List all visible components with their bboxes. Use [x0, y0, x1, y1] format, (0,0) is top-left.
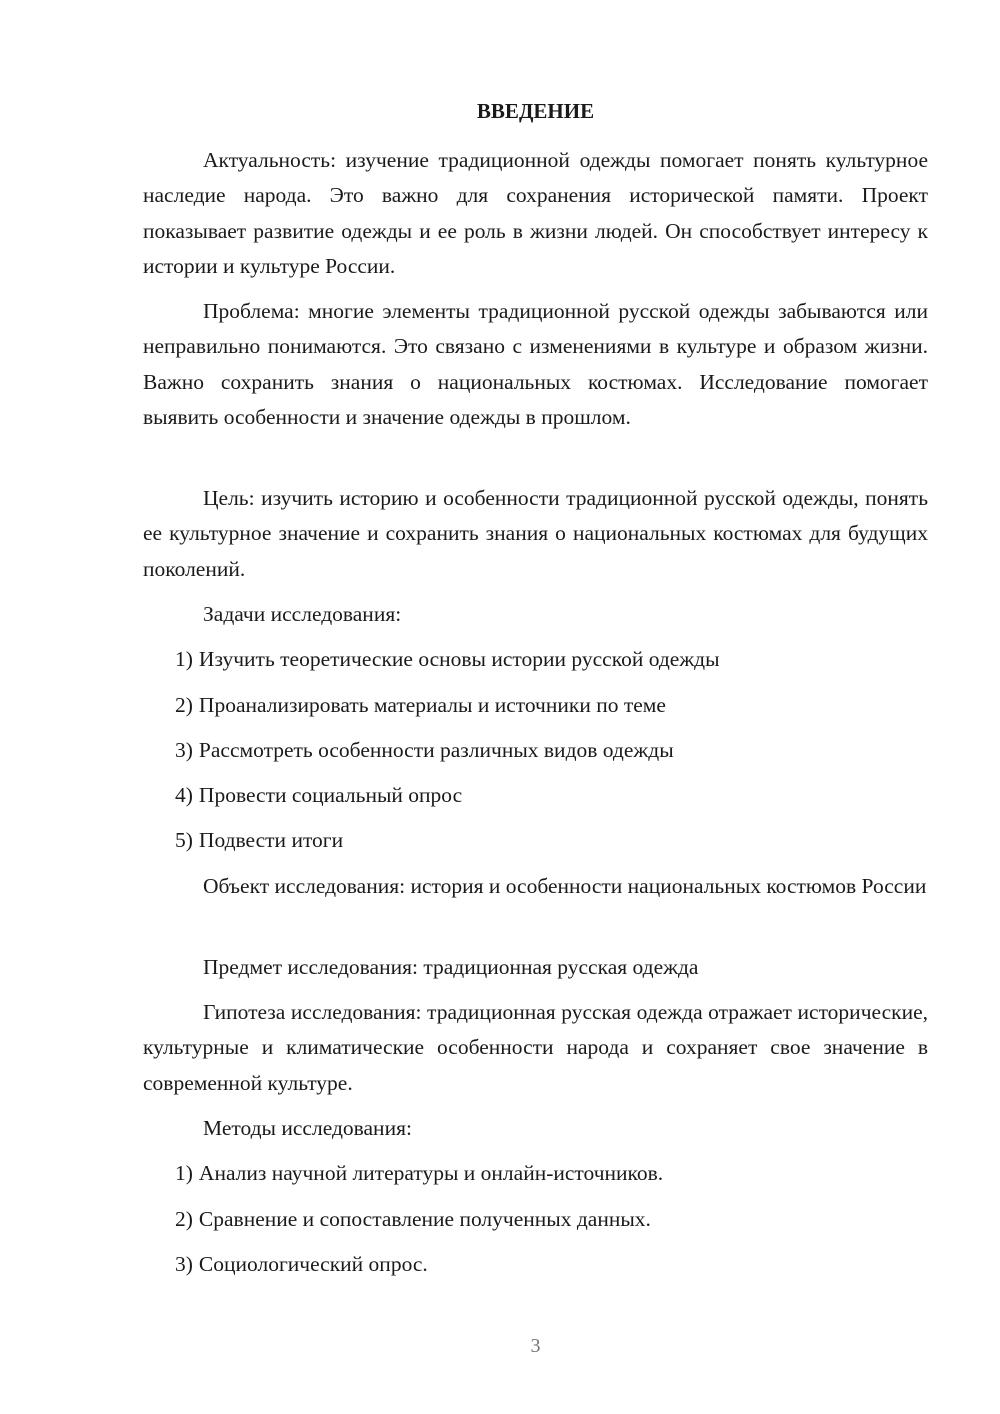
- list-item: [175, 733, 928, 768]
- list-item-number: 1): [175, 1161, 193, 1185]
- list-item-number: 1): [175, 647, 193, 671]
- list-item: [175, 1247, 928, 1282]
- relevance-paragraph: Актуальность: изучение традиционной одежды помогает понять культурное наследие народа. Это важно для сохранения исторической памяти. Проект показывает развитие одежды и ее роль в жизни людей. Он способствует интересу к истории и культуре России.: [143, 148, 928, 278]
- hypothesis-paragraph: Гипотеза исследования: традиционная русская одежда отражает исторические, культурные и климатические особенности народа и сохраняет свое значение в современной культуре.: [143, 1000, 928, 1095]
- list-item-number: 2): [175, 1207, 193, 1231]
- object-paragraph: Объект исследования: история и особенности национальных костюмов России: [203, 874, 927, 898]
- list-item: [175, 642, 928, 677]
- list-item: [175, 688, 928, 723]
- goal-paragraph: Цель: изучить историю и особенности традиционной русской одежды, понять ее культурное значение и сохранить знания о национальных костюмах для будущих поколений.: [143, 486, 928, 581]
- subject-paragraph: Предмет исследования: традиционная русская одежда: [203, 955, 699, 979]
- list-item-number: 4): [175, 783, 193, 807]
- list-item: [175, 823, 928, 858]
- list-item: [175, 1202, 928, 1237]
- list-item-number: 2): [175, 693, 193, 717]
- list-item-text: Анализ научной литературы и онлайн-источников.: [198, 1161, 664, 1185]
- list-item-number: 3): [175, 738, 193, 762]
- methods-heading: Методы исследования:: [203, 1116, 412, 1140]
- list-item: [175, 1156, 928, 1191]
- list-item: [175, 778, 928, 813]
- list-item-text: Изучить теоретические основы истории русской одежды: [198, 647, 720, 671]
- tasks-heading: Задачи исследования:: [203, 602, 402, 626]
- page-number: 3: [530, 1335, 541, 1357]
- list-item-number: 5): [175, 828, 193, 852]
- list-item-number: 3): [175, 1252, 193, 1276]
- document-page: [143, 0, 928, 1414]
- list-item-text: Сравнение и сопоставление полученных данных.: [198, 1207, 651, 1231]
- list-item-text: Провести социальный опрос: [198, 783, 463, 807]
- list-item-text: Рассмотреть особенности различных видов одежды: [198, 738, 674, 762]
- list-item-text: Социологический опрос.: [198, 1252, 428, 1276]
- list-item-text: Подвести итоги: [198, 828, 344, 852]
- list-item-text: Проанализировать материалы и источники по теме: [198, 693, 666, 717]
- problem-paragraph: Проблема: многие элементы традиционной русской одежды забываются или неправильно понимаются. Это связано с изменениями в культуре и образом жизни. Важно сохранить знания о национальных костюмах. Исследование помогает выявить особенности и значение одежды в прошлом.: [143, 299, 928, 429]
- page-title: ВВЕДЕНИЕ: [476, 99, 595, 123]
